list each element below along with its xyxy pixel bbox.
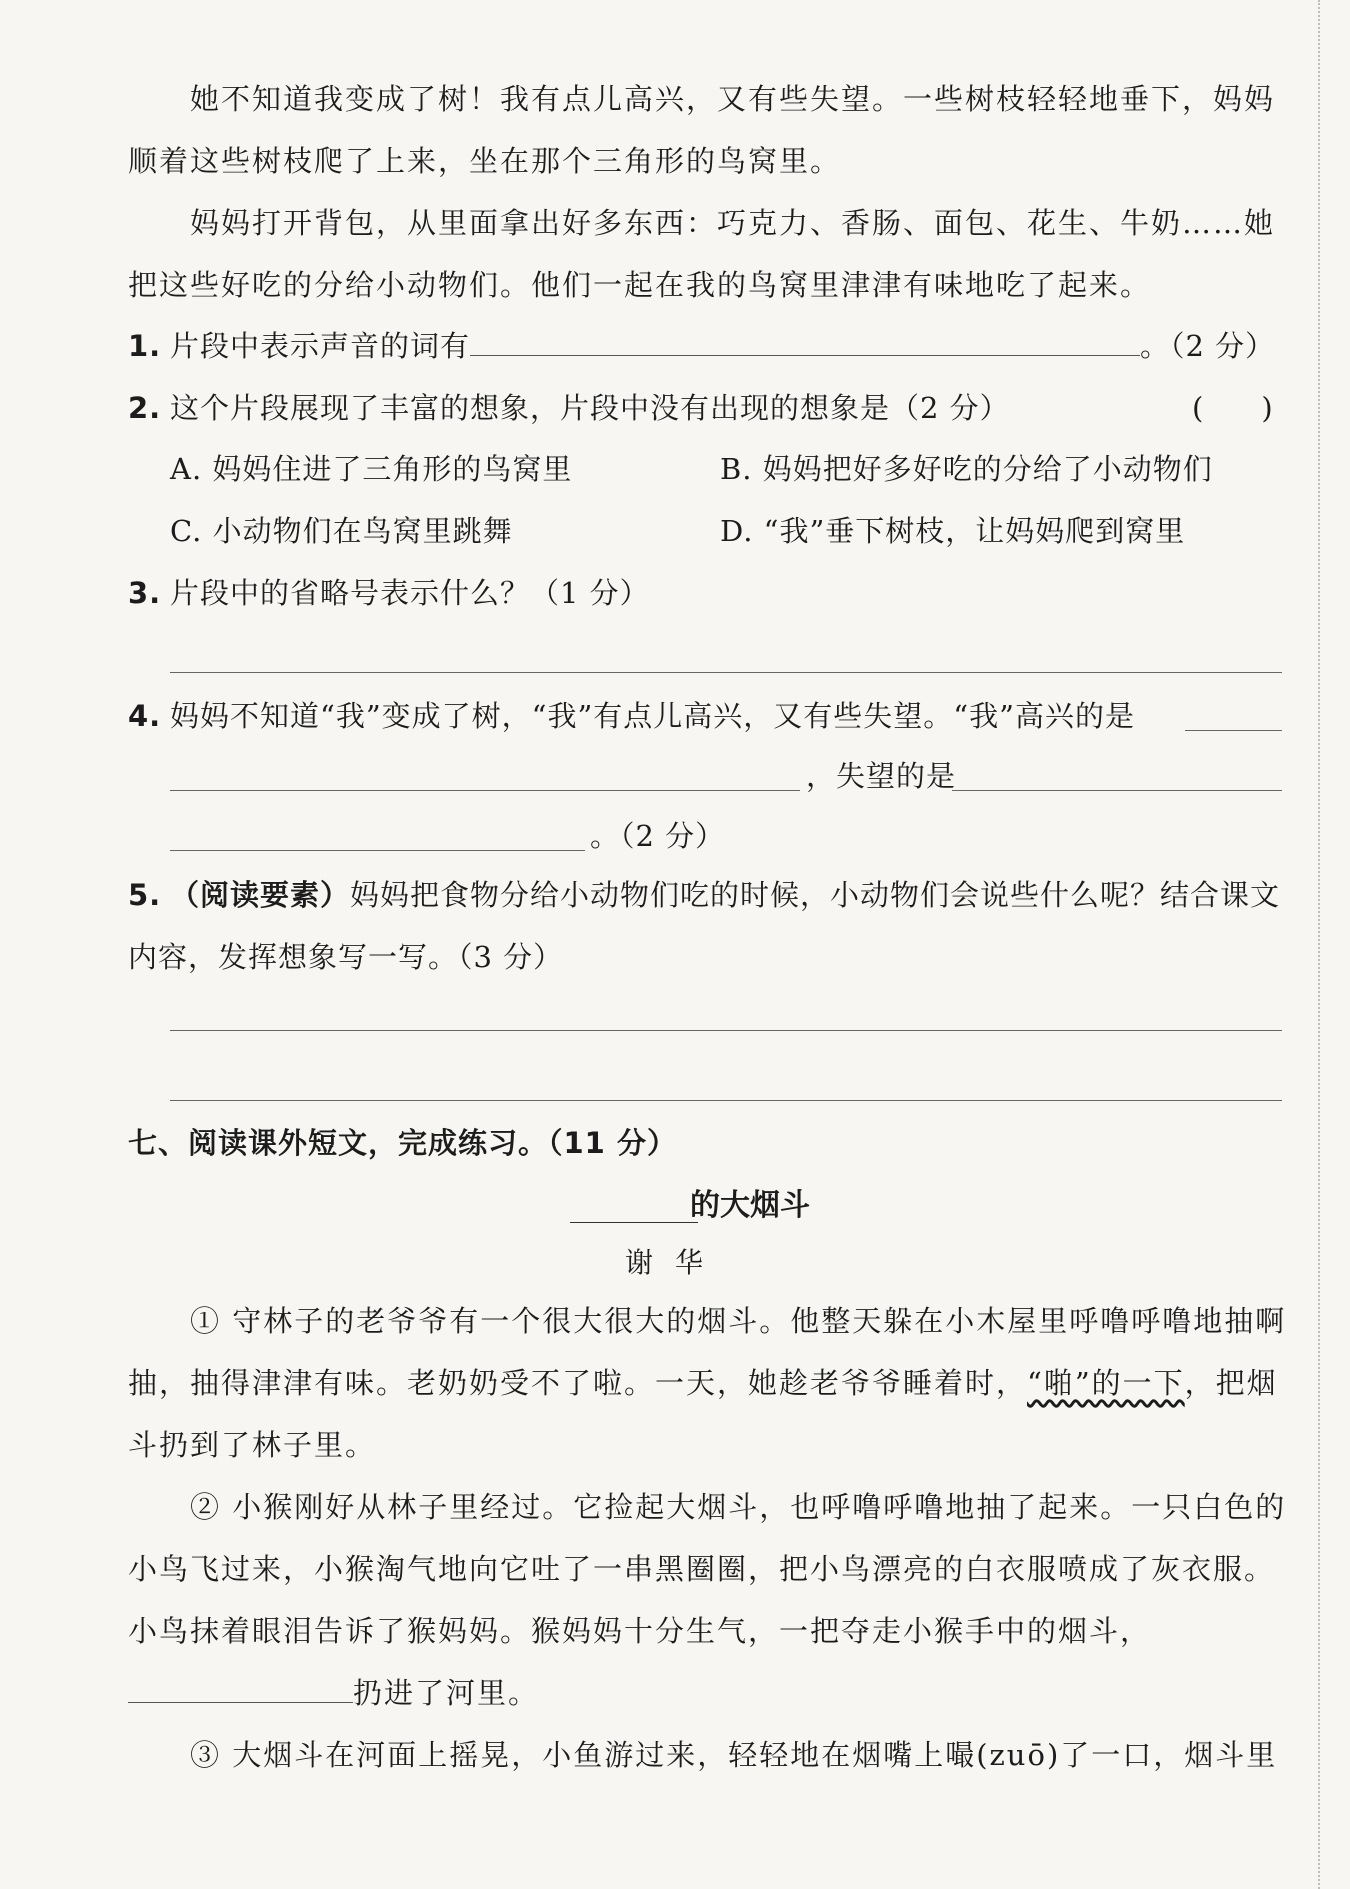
passage-paragraph-2: 妈妈打开背包，从里面拿出好多东西：巧克力、香肠、面包、花生、牛奶……她把这些好吃的分给小动物们。他们一起在我的鸟窝里津津有味地吃了起来。 — [128, 206, 1276, 302]
story-title: 的大烟斗 — [690, 1188, 810, 1223]
question-4-blank-1a[interactable] — [1185, 730, 1282, 731]
question-4-mid: ，失望的是 — [806, 759, 957, 793]
question-3-text: 片段中的省略号表示什么？（1 分） — [170, 576, 650, 610]
story-paragraph-2-part-b: 扔进了河里。 — [353, 1676, 540, 1710]
question-1-answer-blank[interactable] — [470, 327, 1140, 356]
story-paragraph-1 — [128, 1290, 1303, 1476]
question-2-option-b[interactable]: B. 妈妈把好多好吃的分给了小动物们 — [720, 452, 1213, 486]
question-1 — [128, 315, 1303, 377]
question-2 — [128, 377, 1303, 439]
story-paragraph-2-blank[interactable] — [128, 1674, 353, 1703]
passage-paragraph-1: 她不知道我变成了树！我有点儿高兴，又有些失望。一些树枝轻轻地垂下，妈妈顺着这些树枝爬了上来，坐在那个三角形的鸟窝里。 — [128, 82, 1276, 178]
question-4-number: 4. — [128, 699, 162, 733]
question-4-blank-2b[interactable] — [170, 850, 585, 851]
question-1-number: 1. — [128, 329, 162, 363]
question-2-answer-paren[interactable]: ( ) — [1192, 391, 1273, 425]
question-5 — [128, 864, 1288, 988]
question-4-score: 。（2 分） — [590, 819, 726, 853]
question-2-option-a[interactable]: A. 妈妈住进了三角形的鸟窝里 — [170, 452, 573, 486]
question-1-text: 片段中表示声音的词有 — [170, 329, 471, 363]
question-4-blank-1b[interactable] — [170, 790, 800, 791]
story-author: 谢华 — [624, 1246, 725, 1279]
question-4-blank-2a[interactable] — [952, 790, 1282, 791]
margin-dotted-rule — [1318, 0, 1320, 1889]
section-7-heading: 七、阅读课外短文，完成练习。（11 分） — [128, 1126, 677, 1160]
question-2-number: 2. — [128, 391, 162, 425]
question-5-text: 妈妈把食物分给小动物们吃的时候，小动物们会说些什么呢？结合课文内容，发挥想象写一写。（3 分） — [128, 878, 1281, 974]
wavy-underlined-phrase: “啪”的一下 — [1027, 1366, 1185, 1400]
question-4-text: 妈妈不知道“我”变成了树，“我”有点儿高兴，又有些失望。“我”高兴的是 — [170, 699, 1135, 733]
story-paragraph-1-part-a: ① 守林子的老爷爷有一个很大很大的烟斗。他整天躲在小木屋里呼噜呼噜地抽啊抽，抽得津津有味。老奶奶受不了啦。一天，她趁老爷爷睡着时， — [128, 1304, 1287, 1400]
question-3 — [128, 562, 1303, 624]
story-paragraph-2-part-a: ② 小猴刚好从林子里经过。它捡起大烟斗，也呼噜呼噜地抽了起来。一只白色的小鸟飞过来，小猴淘气地向它吐了一串黑圈圈，把小鸟漂亮的白衣服喷成了灰衣服。小鸟抹着眼泪告诉了猴妈妈。猴妈妈十分生气，一把夺走小猴手中的烟斗， — [128, 1490, 1287, 1648]
question-5-number: 5. — [128, 878, 162, 912]
story-paragraph-1-part-b: ，把烟斗扔到了林子里。 — [128, 1366, 1278, 1462]
question-4 — [128, 685, 1303, 747]
question-2-option-c[interactable]: C. 小动物们在鸟窝里跳舞 — [170, 514, 513, 548]
question-2-text: 这个片段展现了丰富的想象，片段中没有出现的想象是（2 分） — [170, 391, 1010, 425]
question-1-score: 。（2 分） — [1140, 329, 1276, 363]
question-5-answer-line-2[interactable] — [170, 1100, 1282, 1101]
question-3-number: 3. — [128, 576, 162, 610]
story-paragraph-3: ③ 大烟斗在河面上摇晃，小鱼游过来，轻轻地在烟嘴上嘬(zuō)了一口，烟斗里 — [190, 1738, 1278, 1772]
question-5-answer-line-1[interactable] — [170, 1030, 1282, 1031]
question-3-answer-line[interactable] — [170, 672, 1282, 673]
question-5-tag: （阅读要素） — [170, 878, 351, 912]
story-paragraph-2 — [128, 1476, 1303, 1724]
question-2-option-d[interactable]: D. “我”垂下树枝，让妈妈爬到窝里 — [720, 514, 1186, 548]
